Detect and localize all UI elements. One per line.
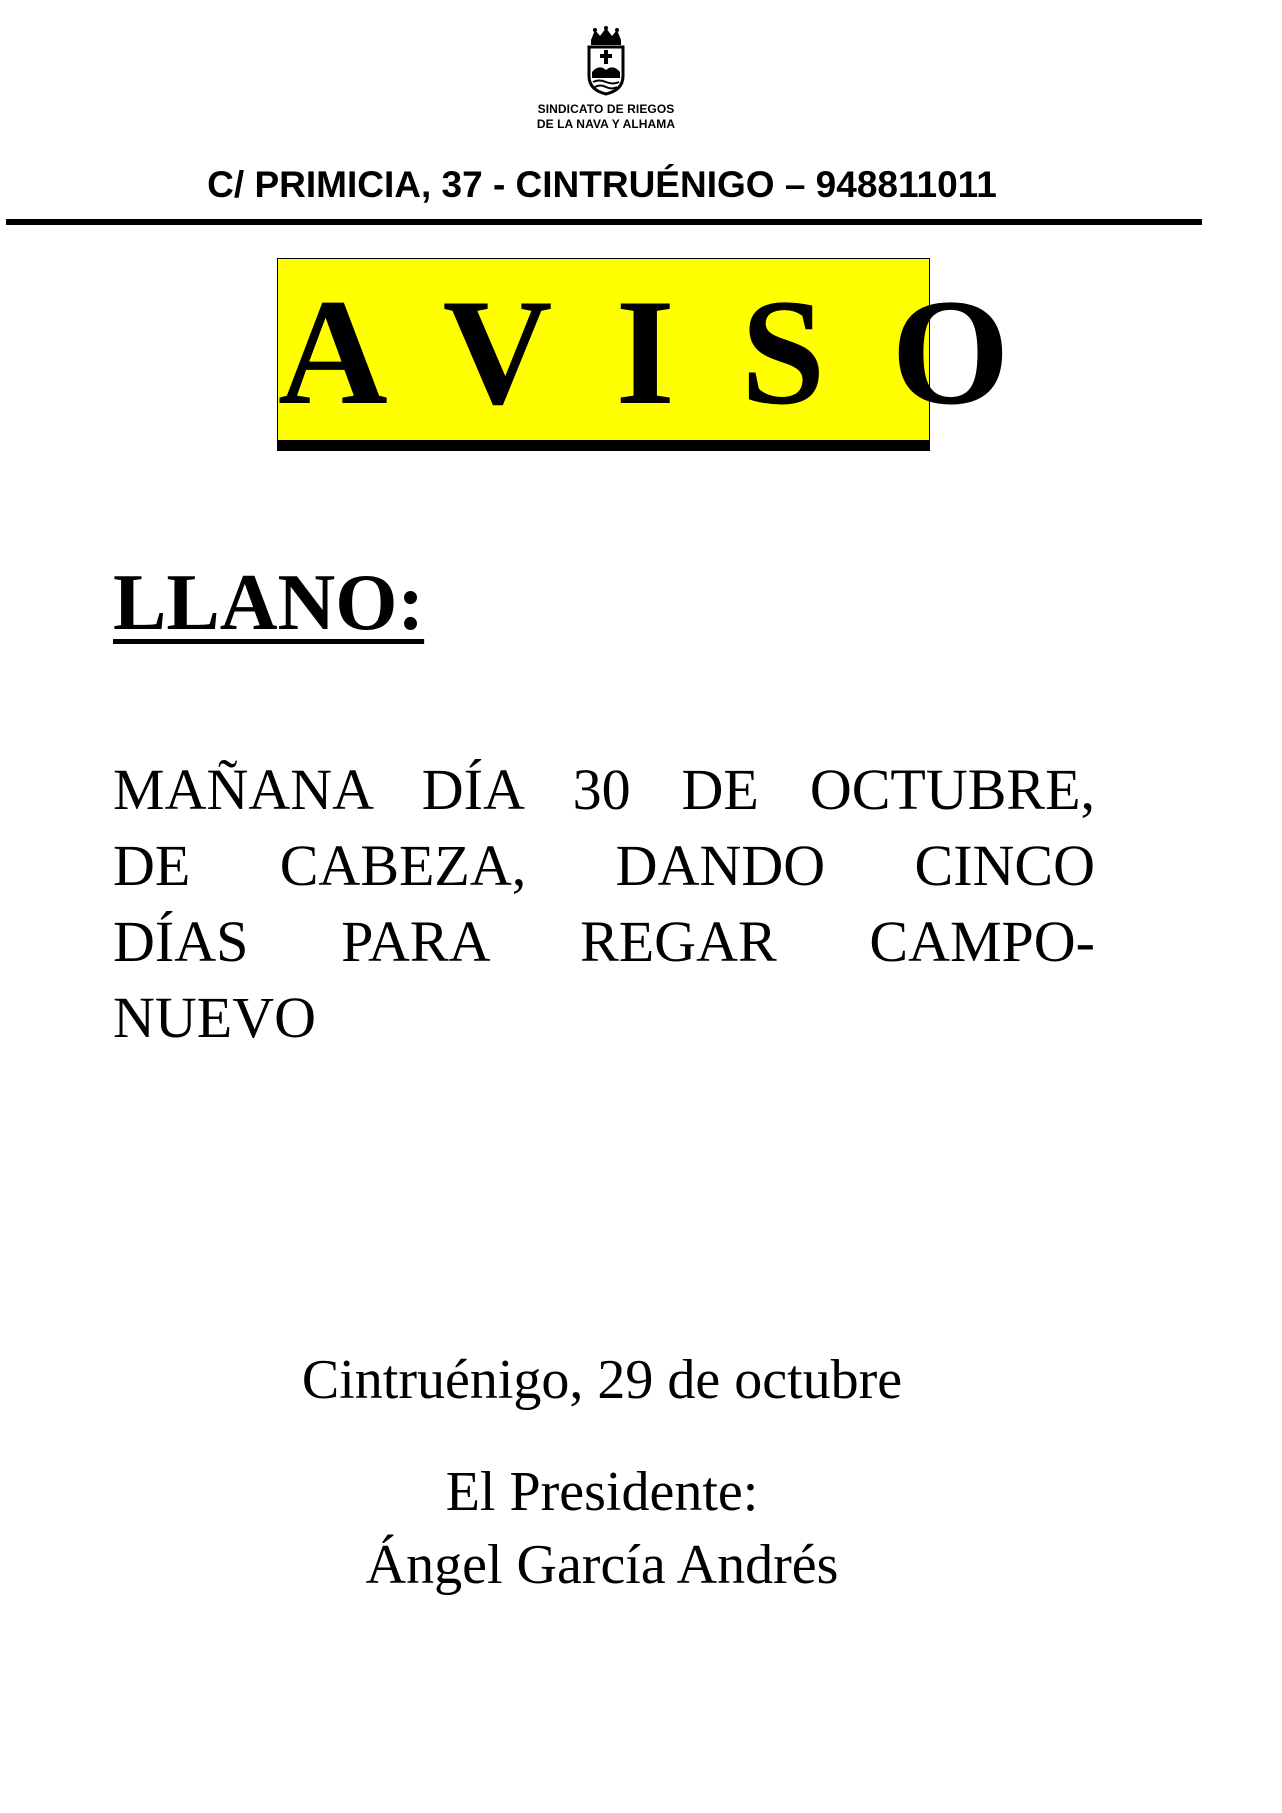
message-line-3: DÍAS PARA REGAR CAMPO- [113, 909, 1095, 974]
zone-heading: LLANO: [113, 559, 425, 647]
date-line: Cintruénigo, 29 de octubre [301, 1349, 903, 1411]
message-line-2: DE CABEZA, DANDO CINCO [113, 833, 1095, 898]
notice-banner-bottom-bar [278, 440, 929, 450]
message-line-1: MAÑANA DÍA 30 DE OCTUBRE, [113, 757, 1095, 822]
notice-title: A V I S O [278, 268, 1024, 436]
logo-text [522, 102, 690, 132]
address-line: C/ PRIMICIA, 37 - CINTRUÉNIGO – 948811011 [207, 164, 997, 205]
signature-title: El Presidente: [445, 1461, 759, 1523]
coat-of-arms-icon [585, 26, 627, 96]
notice-banner [277, 258, 1024, 451]
notice-message [113, 752, 1095, 1056]
header-divider [6, 219, 1202, 225]
logo-text-line2: DE LA NAVA Y ALHAMA [536, 117, 676, 131]
logo-text-line1: SINDICATO DE RIEGOS [537, 102, 675, 116]
signature-name: Ángel García Andrés [365, 1534, 839, 1596]
message-line-4: NUEVO [113, 985, 316, 1050]
logo [522, 0, 690, 160]
